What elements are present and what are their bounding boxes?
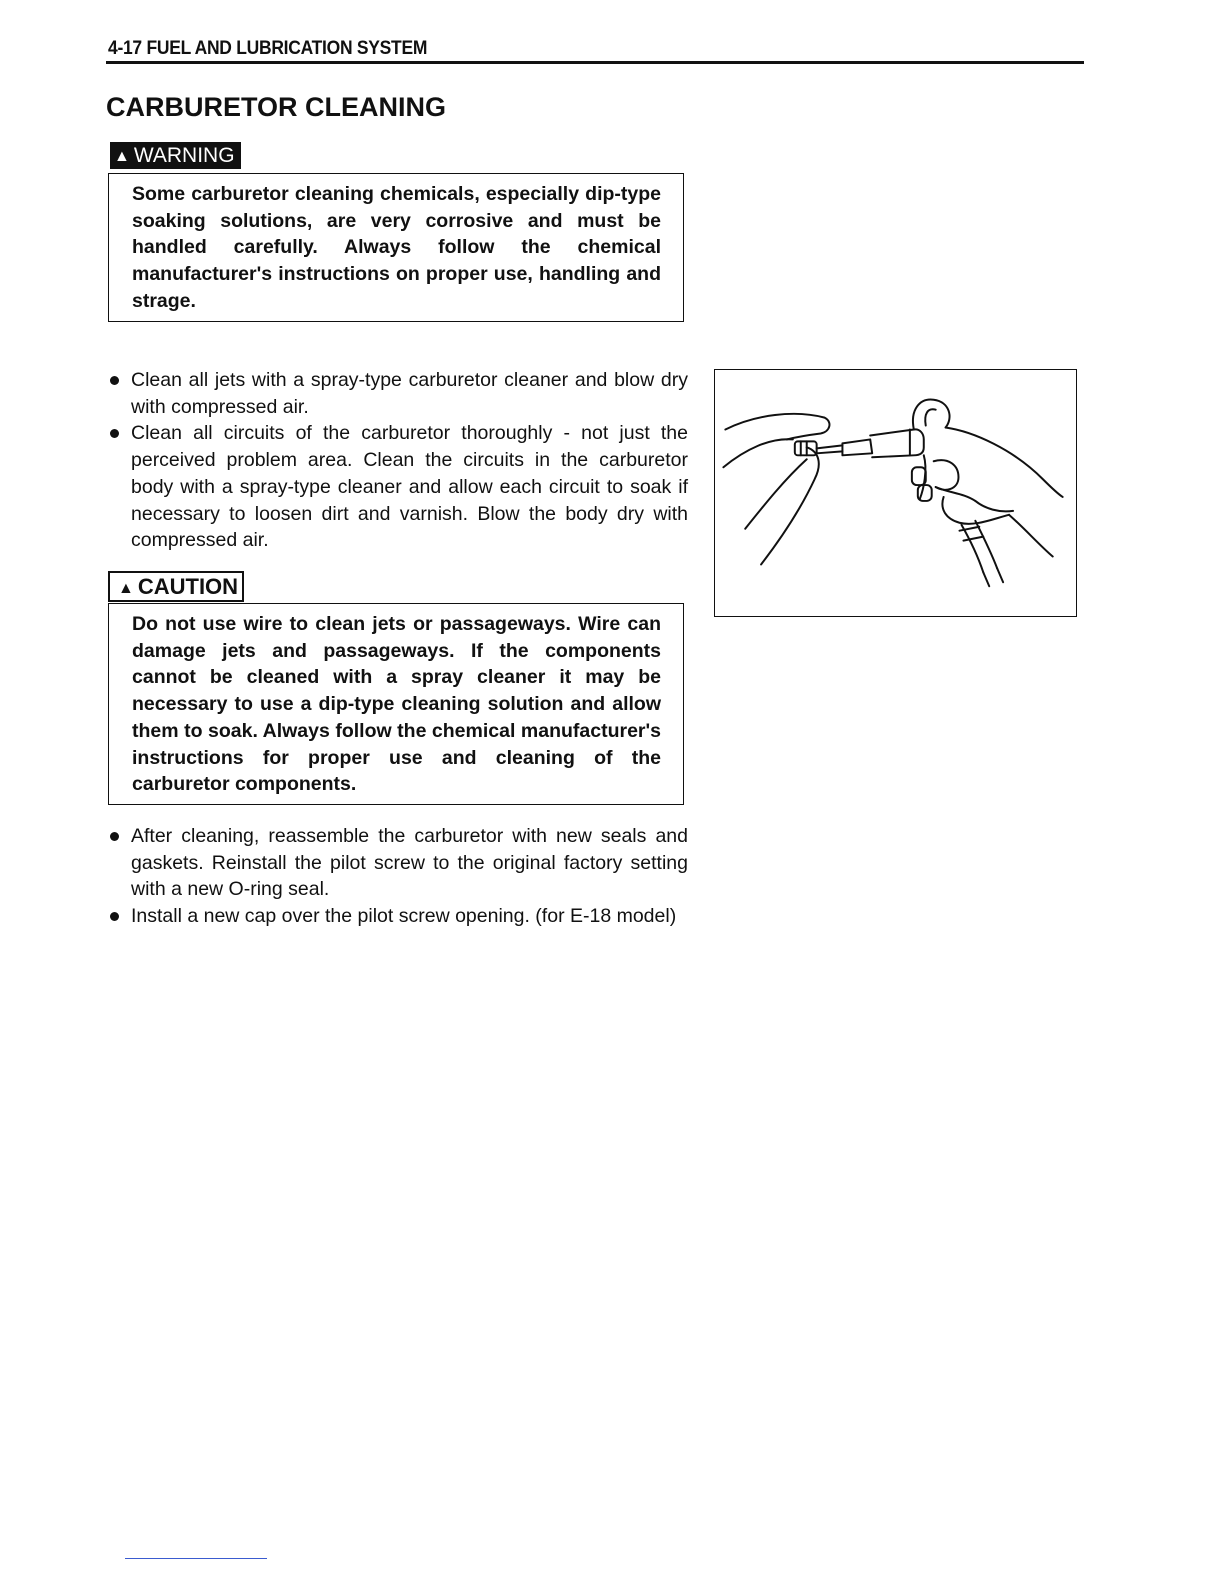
page-header: 4-17 FUEL AND LUBRICATION SYSTEM: [108, 38, 428, 59]
warning-label-text: WARNING: [133, 144, 235, 167]
section-title: CARBURETOR CLEANING: [106, 92, 447, 122]
caution-box: Do not use wire to clean jets or passageways. Wire can damage jets and passageways. If the components cannot be cleaned with a spray cleaner it may be necessary to use a dip-type cleaning solution and allow them to soak. Always follow the chemical manufacturer's instructions for proper use and cleaning of the carburetor components.: [108, 603, 684, 805]
bullet-list-second: [108, 823, 688, 930]
warning-label: [110, 142, 241, 169]
caution-label-text: CAUTION: [137, 574, 239, 599]
caution-triangle-icon: ▲: [118, 580, 134, 597]
warning-triangle-icon: ▲: [114, 148, 130, 165]
bullet-list-first: [108, 367, 688, 554]
list-item: After cleaning, reassemble the carburetor with new seals and gaskets. Reinstall the pilot screw to the original factory setting with a new O-ring seal.: [108, 823, 688, 903]
list-item: Clean all circuits of the carburetor thoroughly - not just the perceived problem area. Clean the circuits in the carburetor body with a spray-type cleaner and allow each circuit to soak if necessary to loosen dirt and varnish. Blow the body dry with compressed air.: [108, 420, 688, 554]
spray-cleaner-illustration: [714, 369, 1077, 617]
header-rule: [106, 61, 1084, 64]
list-item: Install a new cap over the pilot screw opening. (for E-18 model): [108, 903, 688, 930]
warning-box: Some carburetor cleaning chemicals, especially dip-type soaking solutions, are very corrosive and must be handled carefully. Always follow the chemical manufacturer's instructions on proper use, handling and strage.: [108, 173, 684, 322]
footer-line: [125, 1558, 267, 1559]
caution-label: [108, 571, 244, 602]
list-item: Clean all jets with a spray-type carburetor cleaner and blow dry with compressed air.: [108, 367, 688, 420]
spray-gun-hands-icon: [715, 370, 1076, 616]
